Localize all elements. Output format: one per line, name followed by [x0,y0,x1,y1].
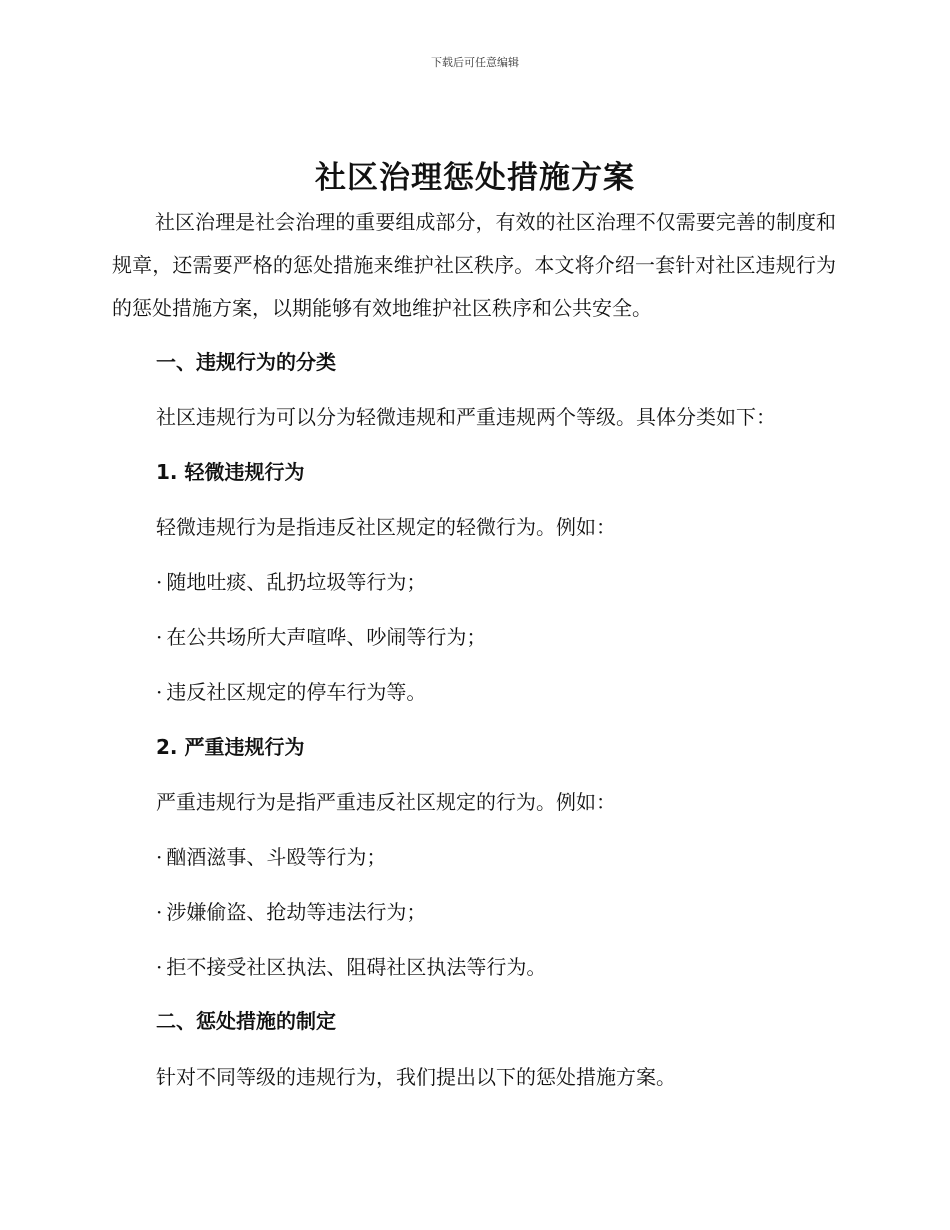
bullet-text: 拒不接受社区执法、阻碍社区执法等行为。 [166,955,547,979]
sub2-bullet-item [156,951,546,980]
sub1-lead: 轻微违规行为是指违反社区规定的轻微行为。例如： [156,515,616,539]
sub1-bullet-item [156,676,426,705]
header-note: 下载后可任意编辑 [431,56,519,69]
sub2-heading: 2. 严重违规行为 [156,735,305,759]
section1-lead: 社区违规行为可以分为轻微违规和严重违规两个等级。具体分类如下： [156,405,776,429]
bullet-dot: · [156,955,163,979]
bullet-dot: · [156,845,163,869]
sub1-heading: 1. 轻微违规行为 [156,460,305,484]
section1-heading: 一、违规行为的分类 [156,350,336,374]
sub1-bullet-item [156,621,486,650]
sub2-bullet-item [156,841,386,870]
sub2-bullet-item [156,896,426,925]
bullet-dot: · [156,625,163,649]
bullet-text: 涉嫌偷盗、抢劫等违法行为； [166,900,427,924]
bullet-text: 在公共场所大声喧哗、吵闹等行为； [166,625,487,649]
bullet-text: 随地吐痰、乱扔垃圾等行为； [166,570,427,594]
bullet-dot: · [156,900,163,924]
sub1-bullet-item [156,566,426,595]
document-title: 社区治理惩处措施方案 [315,160,635,196]
sub2-lead: 严重违规行为是指严重违反社区规定的行为。例如： [156,790,616,814]
intro-paragraph: 社区治理是社会治理的重要组成部分，有效的社区治理不仅需要完善的制度和规章，还需要严格的惩处措施来维护社区秩序。本文将介绍一套针对社区违规行为的惩处措施方案，以期能够有效地维护社区秩序和公共安全。 [112,210,836,320]
bullet-dot: · [156,680,163,704]
section2-lead: 针对不同等级的违规行为，我们提出以下的惩处措施方案。 [156,1065,676,1089]
bullet-dot: · [156,570,163,594]
bullet-text: 酗酒滋事、斗殴等行为； [166,845,387,869]
section2-heading: 二、惩处措施的制定 [156,1009,336,1033]
bullet-text: 违反社区规定的停车行为等。 [166,680,427,704]
